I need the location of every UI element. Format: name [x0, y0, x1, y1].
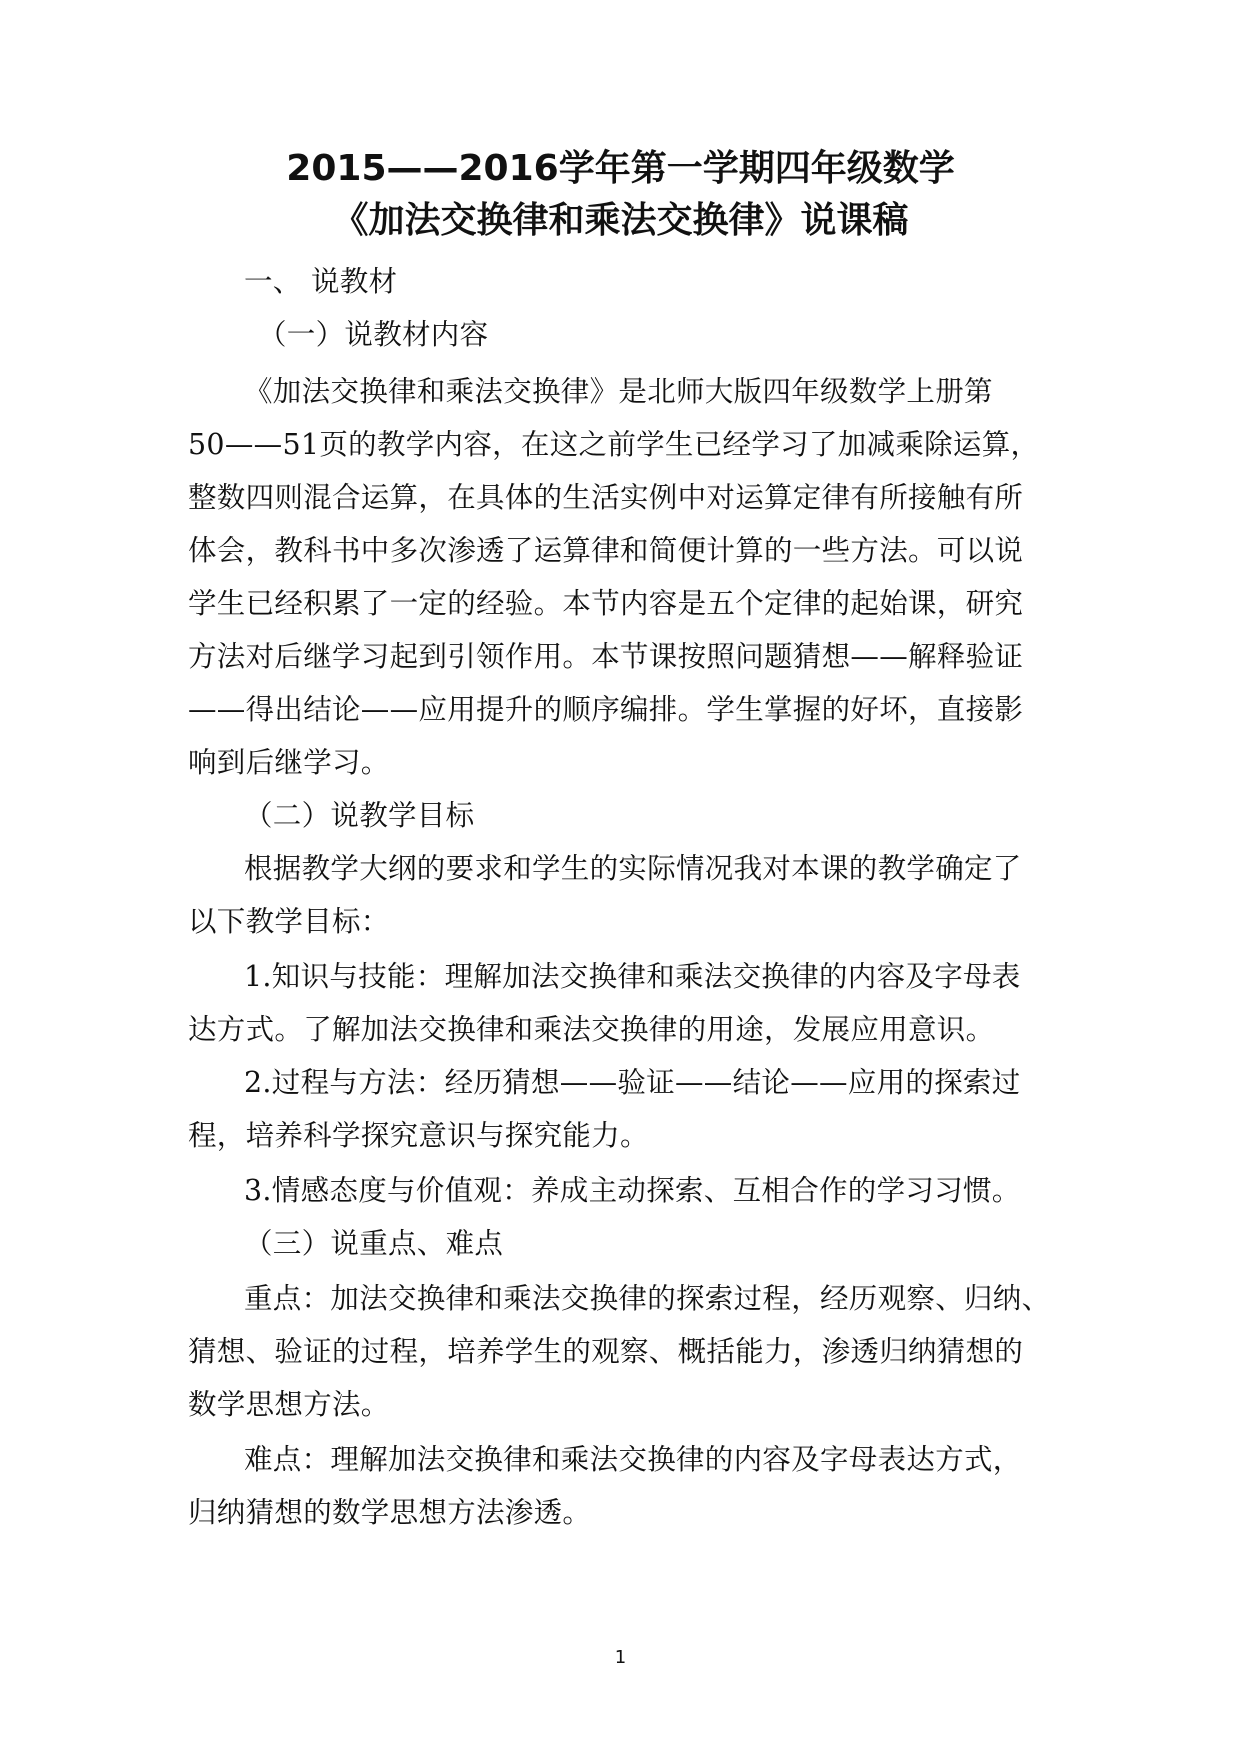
paragraph-line: 归纳猜想的数学思想方法渗透。: [188, 1496, 592, 1529]
paragraph-line: 《加法交换律和乘法交换律》是北师大版四年级数学上册第: [244, 375, 993, 408]
section-heading-textbook: 一、 说教材: [244, 265, 398, 298]
paragraph-line: 响到后继学习。: [188, 746, 390, 779]
key-point-paragraph: 重点：加法交换律和乘法交换律的探索过程，经历观察、归纳、: [244, 1282, 1051, 1315]
goal-item-knowledge: 1.知识与技能：理解加法交换律和乘法交换律的内容及字母表: [244, 960, 1021, 993]
document-title-line-1: 2015——2016学年第一学期四年级数学: [286, 148, 955, 189]
document-title-line-2: 《加法交换律和乘法交换律》说课稿: [332, 200, 909, 241]
paragraph-line: 数学思想方法。: [188, 1388, 390, 1421]
page-number: 1: [614, 1647, 627, 1668]
goal-item-process: 2.过程与方法：经历猜想——验证——结论——应用的探索过: [244, 1066, 1021, 1099]
paragraph-line: 整数四则混合运算，在具体的生活实例中对运算定律有所接触有所: [188, 481, 1024, 514]
subsection-heading-goals: （二）说教学目标: [244, 799, 475, 832]
paragraph-line: 学生已经积累了一定的经验。本节内容是五个定律的起始课，研究: [188, 587, 1024, 620]
paragraph-line: 50——51页的教学内容，在这之前学生已经学习了加减乘除运算，: [188, 428, 1040, 461]
paragraph-line: 程，培养科学探究意识与探究能力。: [188, 1119, 649, 1152]
paragraph-line: 猜想、验证的过程，培养学生的观察、概括能力，渗透归纳猜想的: [188, 1335, 1024, 1368]
difficulty-paragraph: 难点：理解加法交换律和乘法交换律的内容及字母表达方式，: [244, 1443, 1022, 1476]
paragraph-line: 根据教学大纲的要求和学生的实际情况我对本课的教学确定了: [244, 852, 1022, 885]
paragraph-line: 体会，教科书中多次渗透了运算律和简便计算的一些方法。可以说: [188, 534, 1024, 567]
subsection-heading-key-points: （三）说重点、难点: [244, 1227, 504, 1260]
paragraph-line: 方法对后继学习起到引领作用。本节课按照问题猜想——解释验证: [188, 640, 1024, 673]
paragraph-line: 达方式。了解加法交换律和乘法交换律的用途，发展应用意识。: [188, 1013, 995, 1046]
goal-item-attitude: 3.情感态度与价值观：养成主动探索、互相合作的学习习惯。: [244, 1174, 1021, 1207]
paragraph-line: 以下教学目标：: [188, 905, 390, 938]
paragraph-line: ——得出结论——应用提升的顺序编排。学生掌握的好坏，直接影: [188, 693, 1024, 726]
subsection-heading-content: （一）说教材内容: [258, 318, 489, 351]
